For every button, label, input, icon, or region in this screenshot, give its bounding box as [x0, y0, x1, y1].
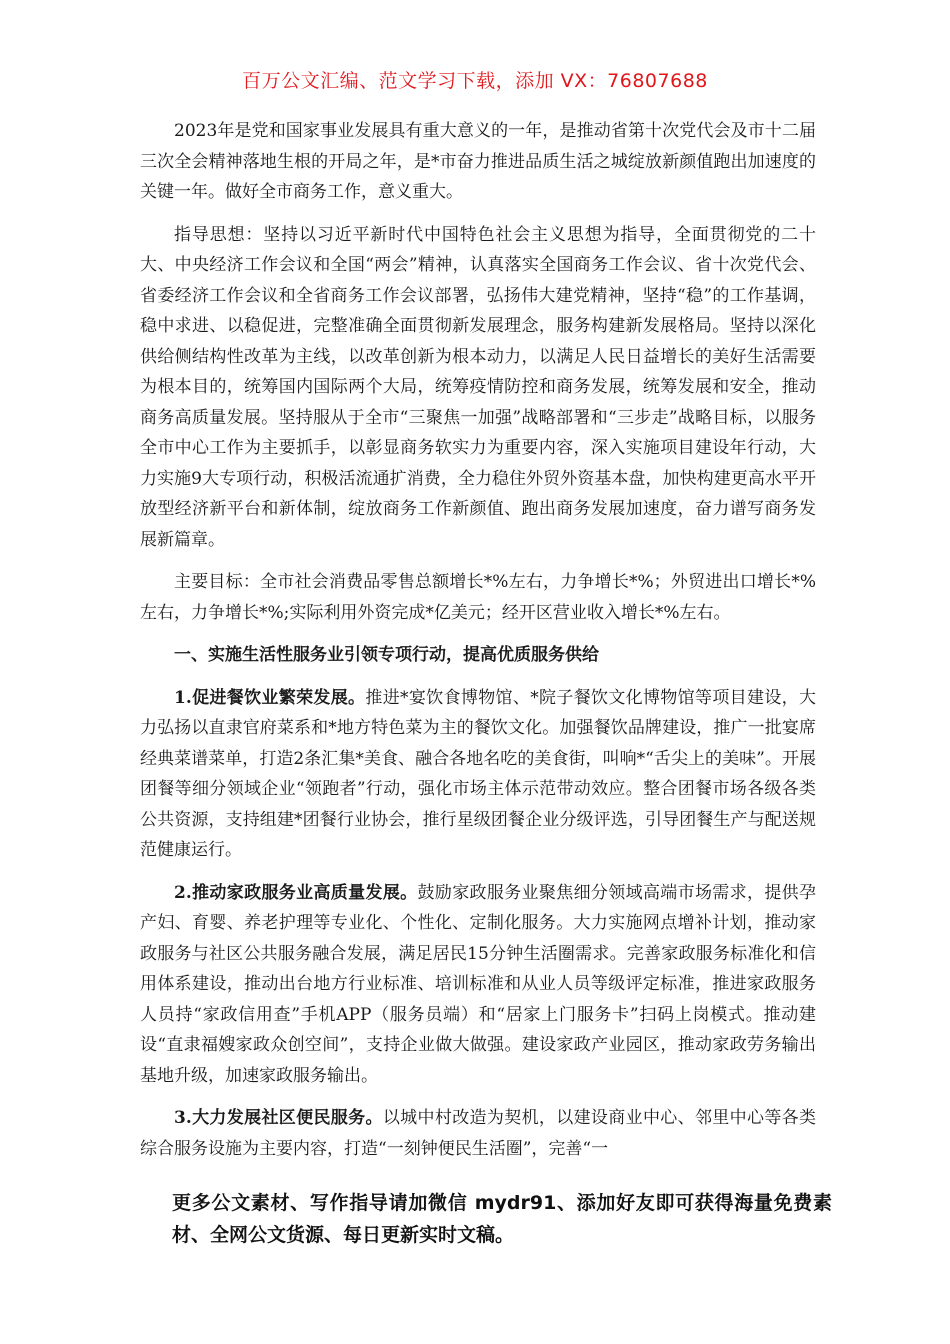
item-3-body: 以城中村改造为契机，以建设商业中心、邻里中心等各类综合服务设施为主要内容，打造“一刻钟便民生活圈”，完善“一: [140, 1108, 817, 1159]
item-1-lead: 1.促进餐饮业繁荣发展。: [174, 687, 366, 708]
goals-paragraph: 主要目标：全市社会消费品零售总额增长*%左右，力争增长*%；外贸进出口增长*%左右，力争增长*%;实际利用外资完成*亿美元；经开区营业收入增长*%左右。: [140, 572, 816, 623]
document-body: [140, 116, 816, 1176]
header-banner: 百万公文汇编、范文学习下载，添加 VX：76807688: [242, 70, 708, 92]
footer-banner: 更多公文素材、写作指导请加微信 mydr91、添加好友即可获得海量免费素材、全网公文货源、每日更新实时文稿。: [172, 1192, 832, 1246]
intro-paragraph: 2023年是党和国家事业发展具有重大意义的一年，是推动省第十次党代会及市十二届三次全会精神落地生根的开局之年，是*市奋力推进品质生活之城绽放新颜值跑出加速度的关键一年。做好全市商务工作，意义重大。: [140, 121, 816, 202]
item-2-paragraph: [140, 878, 816, 1092]
item-1-body: 推进*宴饮食博物馆、*院子餐饮文化博物馆等项目建设，大力弘扬以直隶官府菜系和*地方特色菜为主的餐饮文化。加强餐饮品牌建设，推广一批宴席经典菜谱菜单，打造2条汇集*美食、融合各地名吃的美食街，叫响*“舌尖上的美味”。开展团餐等细分领域企业“领跑者”行动，强化市场主体示范带动效应。整合团餐市场各级各类公共资源，支持组建*团餐行业协会，推行星级团餐企业分级评选，引导团餐生产与配送规范健康运行。: [140, 687, 816, 860]
item-3-paragraph: [140, 1103, 816, 1164]
section-heading: 一、实施生活性服务业引领专项行动，提高优质服务供给: [174, 645, 599, 665]
guiding-paragraph: 指导思想：坚持以习近平新时代中国特色社会主义思想为指导，全面贯彻党的二十大、中央经济工作会议和全国“两会”精神，认真落实全国商务工作会议、省十次党代会、省委经济工作会议和全省商务工作会议部署，弘扬伟大建党精神，坚持“稳”的工作基调，稳中求进、以稳促进，完整准确全面贯彻新发展理念，服务构建新发展格局。坚持以深化供给侧结构性改革为主线，以改革创新为根本动力，以满足人民日益增长的美好生活需要为根本目的，统筹国内国际两个大局，统筹疫情防控和商务发展，统筹发展和安全，推动商务高质量发展。坚持服从于全市“三聚焦一加强”战略部署和“三步走”战略目标，以服务全市中心工作为主要抓手，以彰显商务软实力为重要内容，深入实施项目建设年行动，大力实施9大专项行动，积极活流通扩消费，全力稳住外贸外资基本盘，加快构建更高水平开放型经济新平台和新体制，绽放商务工作新颜值、跑出商务发展加速度，奋力谱写商务发展新篇章。: [140, 224, 816, 550]
item-2-lead: 2.推动家政服务业高质量发展。: [174, 882, 418, 903]
item-3-lead: 3.大力发展社区便民服务。: [174, 1108, 383, 1128]
item-2-body: 鼓励家政服务业聚焦细分领域高端市场需求，提供孕产妇、育婴、养老护理等专业化、个性化、定制化服务。大力实施网点增补计划，推动家政服务与社区公共服务融合发展，满足居民15分钟生活圈需求。完善家政服务标准化和信用体系建设，推动出台地方行业标准、培训标准和从业人员等级评定标准，推进家政服务人员持“家政信用查”手机APP（服务员端）和“居家上门服务卡”扫码上岗模式。推动建设“直隶福嫂家政众创空间”，支持企业做大做强。建设家政产业园区，推动家政劳务输出基地升级，加速家政服务输出。: [140, 882, 817, 1086]
item-1-paragraph: [140, 683, 816, 866]
